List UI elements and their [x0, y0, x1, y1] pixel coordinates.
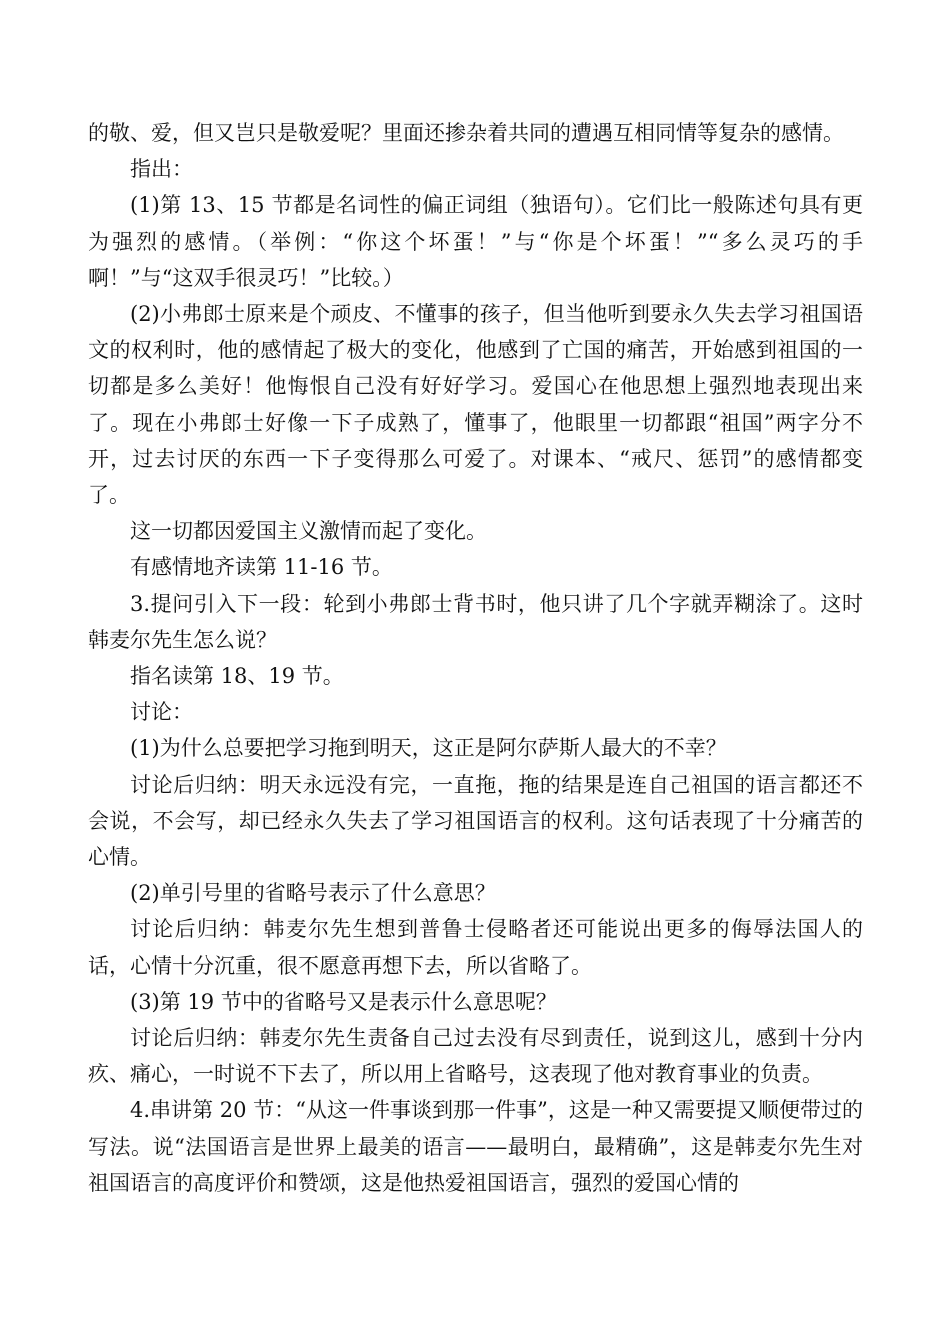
paragraph-step-3: 3.提问引入下一段：轮到小弗郎士背书时，他只讲了几个字就弄糊涂了。这时韩麦尔先生怎么说？ — [88, 591, 863, 652]
paragraph-continuation: 的敬、爱，但又岂只是敬爱呢？里面还掺杂着共同的遭遇互相同情等复杂的感情。 — [88, 121, 844, 145]
paragraph-point-out: 指出： — [130, 157, 193, 182]
paragraph-question-1: (1)为什么总要把学习拖到明天，这正是阿尔萨斯人最大的不幸？ — [130, 736, 727, 761]
paragraph-item-1: (1)第 13、15 节都是名词性的偏正词组（独语句）。它们比一般陈述句具有更为强烈的感情。（举例：“你这个坏蛋！”与“你是个坏蛋！”“多么灵巧的手啊！”与“这双手很灵巧！”比较。） — [88, 193, 863, 290]
document-page — [88, 115, 863, 1201]
paragraph-assigned-reading: 指名读第 18、19 节。 — [130, 664, 344, 689]
paragraph-question-2: (2)单引号里的省略号表示了什么意思？ — [130, 881, 496, 906]
paragraph-answer-1: 讨论后归纳：明天永远没有完，一直拖，拖的结果是连自己祖国的语言都还不会说，不会写，却已经永久失去了学习祖国语言的权利。这句话表现了十分痛苦的心情。 — [88, 772, 863, 870]
paragraph-step-4: 4.串讲第 20 节：“从这一件事谈到那一件事”，这是一种又需要提又顺便带过的写法。说“法国语言是世界上最美的语言——最明白，最精确”，这是韩麦尔先生对祖国语言的高度评价和赞颂，这是他热爱祖国语言，强烈的爱国心情的 — [88, 1098, 863, 1195]
paragraph-answer-3: 讨论后归纳：韩麦尔先生责备自己过去没有尽到责任，说到这儿，感到十分内疚、痛心，一时说不下去了，所以用上省略号，这表现了他对教育事业的负责。 — [88, 1026, 863, 1087]
paragraph-item-2: (2)小弗郎士原来是个顽皮、不懂事的孩子，但当他听到要永久失去学习祖国语文的权利时，他的感情起了极大的变化，他感到了亡国的痛苦，开始感到祖国的一切都是多么美好！他悔恨自己没有好好学习。爱国心在他思想上强烈地表现出来了。现在小弗郎士好像一下子成熟了，懂事了，他眼里一切都跟“祖国”两字分不开，过去讨厌的东西一下子变得那么可爱了。对课本、“戒尺、惩罚”的感情都变了。 — [88, 302, 863, 508]
paragraph-question-3: (3)第 19 节中的省略号又是表示什么意思呢？ — [130, 989, 557, 1014]
paragraph-discussion-heading: 讨论： — [130, 700, 193, 725]
paragraph-read-aloud: 有感情地齐读第 11-16 节。 — [130, 555, 393, 580]
paragraph-answer-2: 讨论后归纳：韩麦尔先生想到普鲁士侵略者还可能说出更多的侮辱法国人的话，心情十分沉重，很不愿意再想下去，所以省略了。 — [88, 917, 863, 978]
paragraph-summary: 这一切都因爱国主义激情而起了变化。 — [130, 519, 487, 544]
